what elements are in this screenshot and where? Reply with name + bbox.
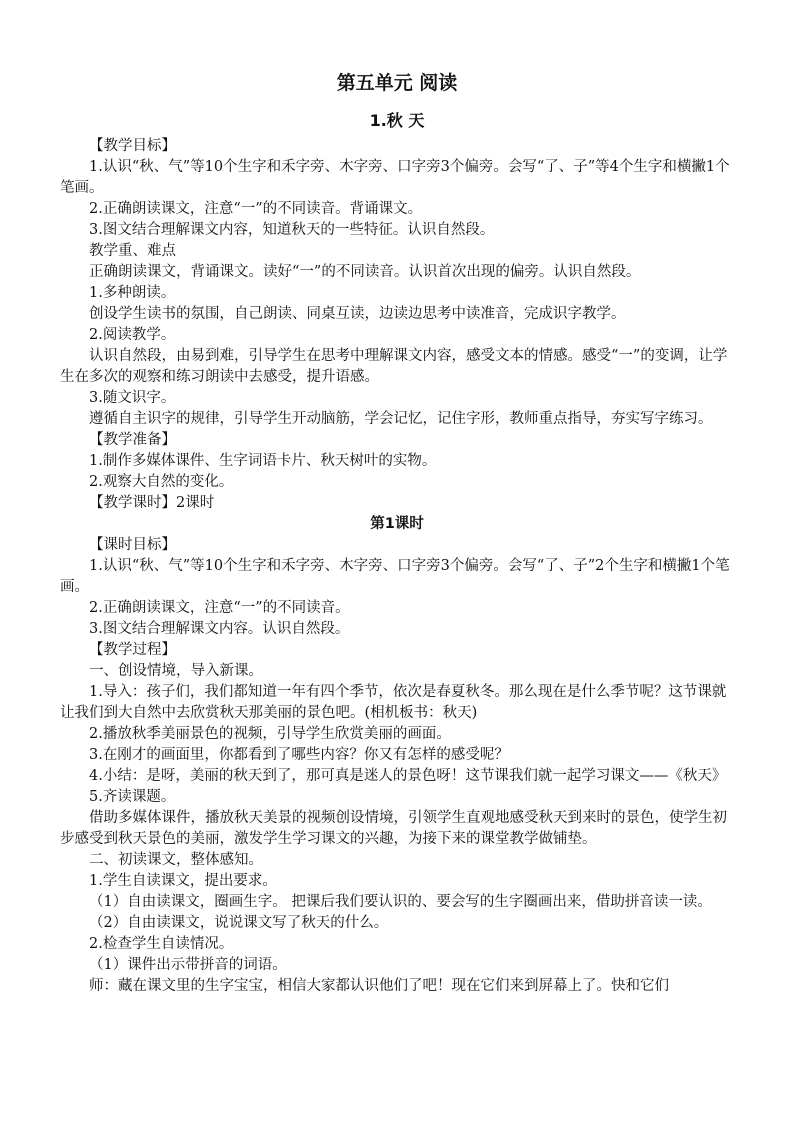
unit-title: 第五单元 阅读: [336, 72, 458, 94]
heading-period-goals: 【课时目标】: [89, 537, 176, 553]
section-heading-period-1: 第1课时: [370, 516, 424, 532]
paragraph: 1.认识“秋、气”等10个生字和禾字旁、木字旁、口字旁3个偏旁。会写“了、子”等4个生字和横撇1个笔画。: [60, 159, 730, 196]
paragraph: 遵循自主识字的规律，引导学生开动脑筋，学会记忆，记住字形，教师重点指导，夯实写字练习。: [89, 411, 713, 427]
paragraph: 3.图文结合理解课文内容，知道秋天的一些特征。认识自然段。: [89, 222, 495, 238]
paragraph: 借助多媒体课件，播放秋天美景的视频创设情境，引领学生直观地感受秋天到来时的景色，使学生初步感受到秋天景色的美丽，激发学生学习课文的兴趣，为接下来的课堂教学做铺垫。: [60, 810, 727, 847]
heading-preparation: 【教学准备】: [89, 432, 176, 448]
paragraph: 3.在刚才的画面里，你都看到了哪些内容？你又有怎样的感受呢？: [89, 747, 509, 763]
paragraph: （2）自由读课文，说说课文写了秋天的什么。: [89, 915, 389, 931]
paragraph: 2.阅读教学。: [89, 327, 176, 343]
paragraph: 1.制作多媒体课件、生字词语卡片、秋天树叶的实物。: [89, 453, 437, 469]
paragraph: 3.随文识字。: [89, 390, 176, 406]
paragraph: 3.图文结合理解课文内容。认识自然段。: [89, 621, 350, 637]
paragraph: 创设学生读书的氛围，自己朗读、同桌互读，边读边思考中读准音，完成识字教学。: [89, 306, 626, 322]
paragraph: 4.小结：是呀，美丽的秋天到了，那可真是迷人的景色呀！这节课我们就一起学习课文——《秋天》: [89, 768, 727, 784]
paragraph: 2.观察大自然的变化。: [89, 474, 234, 490]
paragraph: 认识自然段，由易到难，引导学生在思考中理解课文内容，感受文本的情感。感受“一”的变调，让学生在多次的观察和练习朗读中去感受，提升语感。: [60, 348, 728, 385]
lesson-title: 1.秋 天: [369, 111, 425, 130]
paragraph: 2.正确朗读课文，注意“一”的不同读音。: [89, 600, 350, 616]
heading-key-points: 教学重、难点: [89, 243, 176, 259]
paragraph: 1.多种朗读。: [89, 285, 176, 301]
heading-teaching-process: 【教学过程】: [89, 642, 176, 658]
paragraph: 2.正确朗读课文，注意“一”的不同读音。背诵课文。: [89, 201, 423, 217]
paragraph: 一、创设情境，导入新课。: [89, 663, 263, 679]
paragraph: 1.认识“秋、气”等10个生字和禾字旁、木字旁、口字旁3个偏旁。会写“了、子”2个生字和横撇1个笔画。: [60, 558, 730, 595]
paragraph: 5.齐读课题。: [89, 789, 176, 805]
paragraph: 二、初读课文，整体感知。: [89, 852, 263, 868]
paragraph: 正确朗读课文，背诵课文。读好“一”的不同读音。认识首次出现的偏旁。认识自然段。: [89, 264, 641, 280]
paragraph: 2.检查学生自读情况。: [89, 936, 234, 952]
paragraph: 师：藏在课文里的生字宝宝，相信大家都认识他们了吧！现在它们来到屏幕上了。快和它们: [89, 978, 669, 994]
paragraph: 2.播放秋季美丽景色的视频，引导学生欣赏美丽的画面。: [89, 726, 451, 742]
heading-teaching-goals: 【教学目标】: [89, 138, 176, 154]
paragraph: （1）课件出示带拼音的词语。: [89, 957, 287, 973]
paragraph: （1）自由读课文，圈画生字。 把课后我们要认识的、要会写的生字圈画出来，借助拼音读一读。: [89, 894, 712, 910]
heading-class-hours: 【教学课时】2课时: [89, 495, 215, 511]
paragraph: 1.导入：孩子们，我们都知道一年有四个季节，依次是春夏秋冬。那么现在是什么季节呢？这节课就让我们到大自然中去欣赏秋天那美丽的景色吧。(相机板书：秋天): [60, 684, 727, 721]
paragraph: 1.学生自读课文，提出要求。: [89, 873, 277, 889]
